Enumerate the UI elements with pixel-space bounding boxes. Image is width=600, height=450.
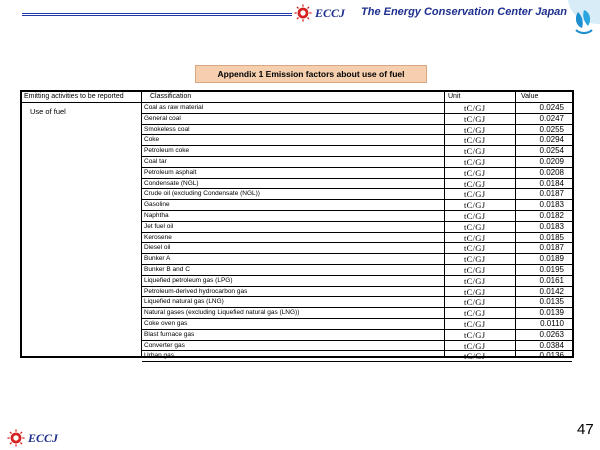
- table-row: [142, 135, 572, 146]
- unit-cell: tC/GJ: [464, 210, 486, 221]
- unit-cell: tC/GJ: [464, 113, 486, 124]
- table-row: [142, 341, 572, 352]
- table-row: [142, 233, 572, 244]
- page-number: 47: [577, 421, 594, 438]
- classification-cell: Natural gases (excluding Liquefied natural gas (LNG)): [144, 309, 300, 317]
- unit-cell: tC/GJ: [464, 135, 486, 146]
- classification-cell: Coal as raw material: [144, 104, 204, 111]
- table-row: [142, 351, 572, 362]
- unit-cell: tC/GJ: [464, 318, 486, 329]
- header-value: Value: [521, 93, 539, 100]
- classification-cell: Bunker A: [144, 255, 171, 263]
- table-row: [142, 157, 572, 168]
- unit-cell: tC/GJ: [464, 167, 486, 178]
- table-row: [142, 254, 572, 265]
- unit-cell: tC/GJ: [464, 178, 486, 189]
- value-cell: 0.0294: [539, 135, 564, 145]
- unit-cell: tC/GJ: [464, 275, 486, 286]
- table-row: [142, 179, 572, 190]
- value-cell: 0.0263: [539, 329, 564, 339]
- classification-cell: Coal tar: [144, 157, 167, 165]
- value-cell: 0.0182: [539, 210, 564, 220]
- value-cell: 0.0245: [539, 103, 564, 112]
- unit-cell: tC/GJ: [464, 351, 486, 362]
- value-cell: 0.0247: [539, 113, 564, 123]
- classification-cell: Naphtha: [144, 211, 169, 219]
- table-body: [142, 103, 572, 362]
- value-cell: 0.0255: [539, 124, 564, 134]
- brand-name: ECCJ: [315, 6, 346, 20]
- classification-cell: Crude oil (excluding Condensate (NGL)): [144, 190, 260, 198]
- unit-cell: tC/GJ: [464, 156, 486, 167]
- value-cell: 0.0187: [539, 189, 564, 199]
- table-row: [142, 308, 572, 319]
- header-classification: Classification: [150, 93, 192, 100]
- table-row: [142, 146, 572, 157]
- value-cell: 0.0187: [539, 243, 564, 253]
- classification-cell: Smokeless coal: [144, 125, 190, 133]
- activity-label: Use of fuel: [30, 107, 66, 116]
- organization-name: The Energy Conservation Center Japan: [361, 6, 567, 18]
- value-cell: 0.0209: [539, 156, 564, 166]
- classification-cell: Coke: [144, 136, 160, 144]
- unit-cell: tC/GJ: [464, 189, 486, 200]
- unit-cell: tC/GJ: [464, 146, 486, 157]
- classification-cell: Jet fuel oil: [144, 222, 174, 230]
- unit-cell: tC/GJ: [464, 232, 486, 243]
- table-row: [142, 222, 572, 233]
- classification-cell: General coal: [144, 114, 181, 122]
- table-row: [142, 265, 572, 276]
- value-cell: 0.0208: [539, 167, 564, 177]
- classification-cell: Coke oven gas: [144, 319, 188, 327]
- classification-cell: Kerosene: [144, 233, 172, 241]
- table-row: [142, 276, 572, 287]
- unit-cell: tC/GJ: [464, 286, 486, 297]
- unit-cell: tC/GJ: [464, 221, 486, 232]
- table-row: [142, 125, 572, 136]
- classification-cell: Urban gas: [144, 352, 174, 360]
- classification-cell: Liquefied natural gas (LNG): [144, 298, 224, 306]
- unit-cell: tC/GJ: [464, 308, 486, 319]
- value-cell: 0.0195: [539, 264, 564, 274]
- classification-cell: Bunker B and C: [144, 265, 190, 273]
- table-row: [142, 189, 572, 200]
- header-unit: Unit: [448, 93, 461, 100]
- table-header: [22, 92, 572, 103]
- header-activity: Emitting activities to be reported: [24, 93, 124, 100]
- classification-cell: Gasoline: [144, 201, 170, 209]
- table-row: [142, 330, 572, 341]
- table-row: [142, 114, 572, 125]
- value-cell: 0.0110: [540, 318, 564, 328]
- value-cell: 0.0135: [539, 297, 564, 307]
- unit-cell: tC/GJ: [464, 329, 486, 340]
- value-cell: 0.0189: [539, 254, 564, 264]
- energy-leaf-logo-icon: [560, 0, 600, 44]
- value-cell: 0.0184: [539, 178, 564, 188]
- table-row: [142, 243, 572, 254]
- classification-cell: Condensate (NGL): [144, 179, 199, 187]
- unit-cell: tC/GJ: [464, 103, 486, 113]
- classification-cell: Petroleum asphalt: [144, 168, 197, 176]
- brand-name-footer: ECCJ: [28, 431, 59, 445]
- unit-cell: tC/GJ: [464, 264, 486, 275]
- unit-cell: tC/GJ: [464, 340, 486, 351]
- classification-cell: Diesel oil: [144, 244, 171, 252]
- value-cell: 0.0183: [539, 200, 564, 210]
- eccj-sun-logo-icon: [7, 429, 25, 447]
- unit-cell: tC/GJ: [464, 243, 486, 254]
- unit-cell: tC/GJ: [464, 297, 486, 308]
- classification-cell: Blast furnace gas: [144, 330, 195, 338]
- value-cell: 0.0185: [539, 232, 564, 242]
- table-row: [142, 168, 572, 179]
- table-row: [142, 297, 572, 308]
- value-cell: 0.0142: [539, 286, 564, 296]
- header-rule: [22, 13, 292, 16]
- unit-cell: tC/GJ: [464, 254, 486, 265]
- value-cell: 0.0161: [539, 275, 564, 285]
- emission-factor-table: [20, 90, 574, 362]
- value-cell: 0.0139: [539, 308, 564, 318]
- table-row: [142, 287, 572, 298]
- value-cell: 0.0183: [539, 221, 564, 231]
- table-row: [142, 319, 572, 330]
- table-row: [142, 103, 572, 114]
- eccj-sun-logo-icon: [294, 4, 312, 22]
- slide-title: Appendix 1 Emission factors about use of fuel: [195, 65, 427, 83]
- classification-cell: Liquefied petroleum gas (LPG): [144, 276, 233, 284]
- value-cell: 0.0136: [539, 351, 564, 361]
- value-cell: 0.0254: [539, 146, 564, 156]
- unit-cell: tC/GJ: [464, 124, 486, 135]
- classification-cell: Converter gas: [144, 341, 185, 349]
- classification-cell: Petroleum-derived hydrocarbon gas: [144, 287, 248, 295]
- value-cell: 0.0384: [539, 340, 564, 350]
- classification-cell: Petroleum coke: [144, 147, 190, 155]
- unit-cell: tC/GJ: [464, 200, 486, 211]
- table-row: [142, 211, 572, 222]
- table-row: [142, 200, 572, 211]
